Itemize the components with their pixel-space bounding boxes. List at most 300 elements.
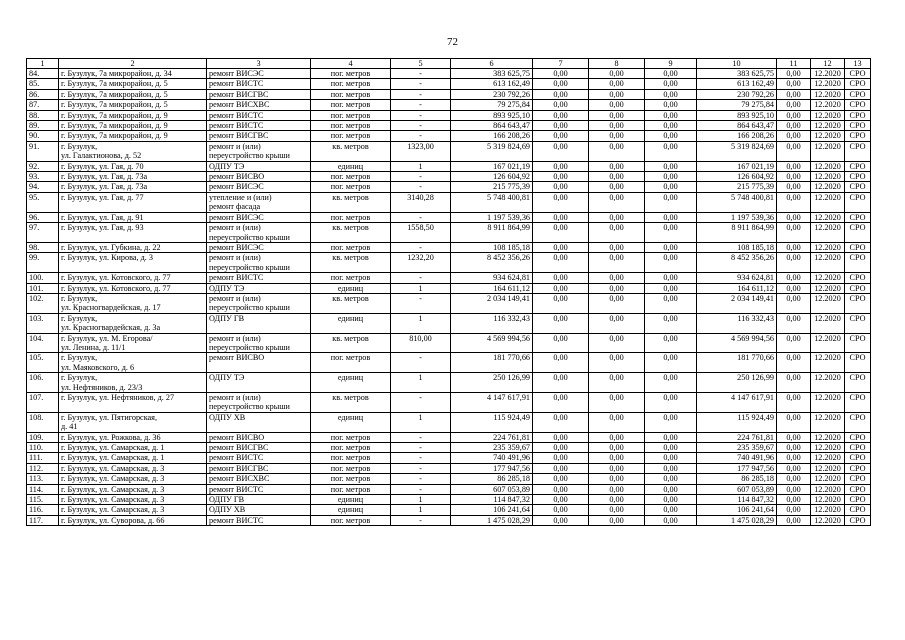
cell-completion-date: 12.2020 [811, 484, 845, 494]
cell-row-number: 112. [27, 463, 59, 473]
cell-quantity: - [391, 110, 451, 120]
cell-row-number: 86. [27, 89, 59, 99]
cell-row-number: 115. [27, 495, 59, 505]
cell-fund-other: 0,00 [777, 110, 811, 120]
table-row [27, 432, 871, 442]
cell-fund-regional: 0,00 [589, 172, 645, 182]
cell-fund-regional: 0,00 [589, 412, 645, 432]
cell-quantity: - [391, 432, 451, 442]
cell-quantity: 1 [391, 495, 451, 505]
cell-address: г. Бузулук, ул. Гая, д. 73а [59, 172, 207, 182]
cell-completion-date: 12.2020 [811, 273, 845, 283]
cell-fund-other: 0,00 [777, 161, 811, 171]
cell-total-cost: 114 847,32 [451, 495, 533, 505]
cell-fund-federal: 0,00 [533, 141, 589, 161]
cell-quantity: - [391, 474, 451, 484]
cell-fund-federal: 0,00 [533, 182, 589, 192]
cell-fund-regional: 0,00 [589, 484, 645, 494]
cell-unit: единиц [311, 373, 391, 393]
cell-total-cost: 893 925,10 [451, 110, 533, 120]
cell-fund-local: 0,00 [645, 141, 697, 161]
cell-total-cost: 116 332,43 [451, 313, 533, 333]
cell-address: г. Бузулук, ул. Маяковского, д. 6 [59, 353, 207, 373]
cell-fund-federal: 0,00 [533, 495, 589, 505]
cell-fund-owners: 114 847,32 [697, 495, 777, 505]
cell-quantity: - [391, 443, 451, 453]
cell-row-number: 90. [27, 131, 59, 141]
cell-total-cost: 126 604,92 [451, 172, 533, 182]
cell-fund-local: 0,00 [645, 212, 697, 222]
cell-fund-owners: 126 604,92 [697, 172, 777, 182]
cell-row-number: 102. [27, 293, 59, 313]
table-row [27, 505, 871, 515]
cell-fund-owners: 8 452 356,26 [697, 253, 777, 273]
cell-row-number: 100. [27, 273, 59, 283]
cell-total-cost: 215 775,39 [451, 182, 533, 192]
cell-fund-regional: 0,00 [589, 515, 645, 525]
cell-address: г. Бузулук, ул. Пятигорская, д. 41 [59, 412, 207, 432]
cell-work-type: ремонт ВИСЭС [207, 242, 311, 252]
cell-fund-owners: 2 034 149,41 [697, 293, 777, 313]
cell-address: г. Бузулук, ул. Гая, д. 91 [59, 212, 207, 222]
cell-fund-local: 0,00 [645, 313, 697, 333]
cell-row-number: 88. [27, 110, 59, 120]
cell-row-number: 87. [27, 100, 59, 110]
cell-fund-other: 0,00 [777, 242, 811, 252]
column-number-13: 13 [845, 59, 871, 69]
cell-funding-method: СРО [845, 283, 871, 293]
cell-row-number: 89. [27, 121, 59, 131]
cell-address: г. Бузулук, 7а микрорайон, д. 5 [59, 100, 207, 110]
cell-completion-date: 12.2020 [811, 89, 845, 99]
column-number-8: 8 [589, 59, 645, 69]
cell-fund-regional: 0,00 [589, 100, 645, 110]
cell-total-cost: 115 924,49 [451, 412, 533, 432]
cell-unit: кв. метров [311, 223, 391, 243]
cell-funding-method: СРО [845, 353, 871, 373]
cell-fund-other: 0,00 [777, 212, 811, 222]
cell-fund-other: 0,00 [777, 505, 811, 515]
cell-fund-local: 0,00 [645, 253, 697, 273]
cell-fund-local: 0,00 [645, 89, 697, 99]
table-row [27, 131, 871, 141]
cell-fund-other: 0,00 [777, 69, 811, 79]
cell-work-type: ремонт ВИСХВС [207, 100, 311, 110]
cell-work-type: утепление и (или) ремонт фасада [207, 192, 311, 212]
cell-funding-method: СРО [845, 443, 871, 453]
cell-fund-local: 0,00 [645, 273, 697, 283]
cell-unit: пог. метров [311, 182, 391, 192]
cell-address: г. Бузулук, ул. Самарская, д. 3 [59, 474, 207, 484]
cell-fund-regional: 0,00 [589, 432, 645, 442]
cell-row-number: 92. [27, 161, 59, 171]
cell-completion-date: 12.2020 [811, 313, 845, 333]
cell-fund-regional: 0,00 [589, 443, 645, 453]
cell-fund-federal: 0,00 [533, 192, 589, 212]
cell-work-type: ремонт ВИСГВС [207, 89, 311, 99]
cell-fund-federal: 0,00 [533, 242, 589, 252]
cell-address: г. Бузулук, 7а микрорайон, д. 9 [59, 110, 207, 120]
cell-funding-method: СРО [845, 161, 871, 171]
cell-unit: пог. метров [311, 89, 391, 99]
table-body [27, 69, 871, 526]
cell-fund-regional: 0,00 [589, 242, 645, 252]
column-number-3: 3 [207, 59, 311, 69]
cell-funding-method: СРО [845, 89, 871, 99]
cell-unit: пог. метров [311, 131, 391, 141]
cell-row-number: 84. [27, 69, 59, 79]
cell-fund-other: 0,00 [777, 79, 811, 89]
cell-total-cost: 164 611,12 [451, 283, 533, 293]
cell-address: г. Бузулук, ул. Самарская, д. 3 [59, 463, 207, 473]
cell-work-type: ремонт ВИСЭС [207, 212, 311, 222]
cell-fund-federal: 0,00 [533, 463, 589, 473]
column-number-7: 7 [533, 59, 589, 69]
cell-completion-date: 12.2020 [811, 79, 845, 89]
cell-funding-method: СРО [845, 110, 871, 120]
cell-fund-other: 0,00 [777, 273, 811, 283]
table-row [27, 253, 871, 273]
cell-quantity: - [391, 293, 451, 313]
table-row [27, 283, 871, 293]
cell-fund-owners: 230 792,26 [697, 89, 777, 99]
cell-work-type: ремонт ВИСТС [207, 273, 311, 283]
cell-fund-local: 0,00 [645, 515, 697, 525]
cell-quantity: 1 [391, 373, 451, 393]
cell-unit: пог. метров [311, 69, 391, 79]
cell-completion-date: 12.2020 [811, 110, 845, 120]
cell-fund-federal: 0,00 [533, 69, 589, 79]
table-row [27, 212, 871, 222]
cell-work-type: ремонт и (или) переустройство крыши [207, 293, 311, 313]
cell-funding-method: СРО [845, 474, 871, 484]
cell-fund-federal: 0,00 [533, 79, 589, 89]
cell-total-cost: 383 625,75 [451, 69, 533, 79]
table-row [27, 121, 871, 131]
table-row [27, 474, 871, 484]
cell-fund-regional: 0,00 [589, 89, 645, 99]
cell-completion-date: 12.2020 [811, 463, 845, 473]
cell-work-type: ОДПУ ГВ [207, 495, 311, 505]
cell-completion-date: 12.2020 [811, 432, 845, 442]
cell-fund-other: 0,00 [777, 253, 811, 273]
cell-fund-federal: 0,00 [533, 443, 589, 453]
cell-unit: пог. метров [311, 484, 391, 494]
cell-fund-owners: 613 162,49 [697, 79, 777, 89]
cell-fund-regional: 0,00 [589, 333, 645, 353]
column-number-1: 1 [27, 59, 59, 69]
cell-funding-method: СРО [845, 393, 871, 413]
cell-completion-date: 12.2020 [811, 333, 845, 353]
cell-funding-method: СРО [845, 293, 871, 313]
cell-fund-other: 0,00 [777, 495, 811, 505]
cell-work-type: ремонт ВИСГВС [207, 443, 311, 453]
cell-fund-federal: 0,00 [533, 273, 589, 283]
cell-fund-federal: 0,00 [533, 515, 589, 525]
cell-row-number: 113. [27, 474, 59, 484]
cell-fund-regional: 0,00 [589, 273, 645, 283]
table-row [27, 79, 871, 89]
cell-funding-method: СРО [845, 212, 871, 222]
cell-address: г. Бузулук, ул. Рожкова, д. 36 [59, 432, 207, 442]
cell-fund-local: 0,00 [645, 505, 697, 515]
table-row [27, 443, 871, 453]
cell-fund-owners: 166 208,26 [697, 131, 777, 141]
cell-fund-federal: 0,00 [533, 172, 589, 182]
cell-address: г. Бузулук, ул. Губкина, д. 22 [59, 242, 207, 252]
cell-total-cost: 5 748 400,81 [451, 192, 533, 212]
cell-completion-date: 12.2020 [811, 182, 845, 192]
cell-row-number: 110. [27, 443, 59, 453]
cell-row-number: 111. [27, 453, 59, 463]
cell-unit: пог. метров [311, 474, 391, 484]
cell-fund-regional: 0,00 [589, 393, 645, 413]
cell-work-type: ремонт ВИСТС [207, 484, 311, 494]
cell-total-cost: 4 147 617,91 [451, 393, 533, 413]
cell-fund-federal: 0,00 [533, 353, 589, 373]
cell-fund-regional: 0,00 [589, 121, 645, 131]
cell-funding-method: СРО [845, 253, 871, 273]
cell-fund-owners: 864 643,47 [697, 121, 777, 131]
cell-fund-other: 0,00 [777, 223, 811, 243]
cell-unit: кв. метров [311, 253, 391, 273]
cell-fund-local: 0,00 [645, 283, 697, 293]
cell-total-cost: 5 319 824,69 [451, 141, 533, 161]
cell-row-number: 116. [27, 505, 59, 515]
cell-fund-federal: 0,00 [533, 373, 589, 393]
cell-funding-method: СРО [845, 505, 871, 515]
cell-funding-method: СРО [845, 172, 871, 182]
cell-fund-federal: 0,00 [533, 333, 589, 353]
cell-row-number: 98. [27, 242, 59, 252]
cell-row-number: 91. [27, 141, 59, 161]
cell-unit: единиц [311, 313, 391, 333]
cell-completion-date: 12.2020 [811, 293, 845, 313]
cell-fund-other: 0,00 [777, 463, 811, 473]
cell-address: г. Бузулук, ул. Самарская, д. 1 [59, 443, 207, 453]
cell-fund-regional: 0,00 [589, 474, 645, 484]
table-row [27, 393, 871, 413]
cell-funding-method: СРО [845, 484, 871, 494]
cell-funding-method: СРО [845, 141, 871, 161]
cell-fund-other: 0,00 [777, 131, 811, 141]
cell-row-number: 97. [27, 223, 59, 243]
cell-unit: единиц [311, 412, 391, 432]
cell-quantity: - [391, 515, 451, 525]
cell-fund-owners: 79 275,84 [697, 100, 777, 110]
cell-fund-regional: 0,00 [589, 313, 645, 333]
table-row [27, 453, 871, 463]
cell-fund-regional: 0,00 [589, 463, 645, 473]
cell-address: г. Бузулук, ул. Красногвардейская, д. 3а [59, 313, 207, 333]
cell-work-type: ремонт ВИСВО [207, 432, 311, 442]
cell-total-cost: 2 034 149,41 [451, 293, 533, 313]
cell-unit: пог. метров [311, 242, 391, 252]
table-row [27, 141, 871, 161]
cell-completion-date: 12.2020 [811, 353, 845, 373]
cell-address: г. Бузулук, ул. Гая, д. 93 [59, 223, 207, 243]
cell-work-type: ремонт ВИСЭС [207, 69, 311, 79]
cell-funding-method: СРО [845, 432, 871, 442]
cell-fund-local: 0,00 [645, 131, 697, 141]
cell-unit: единиц [311, 283, 391, 293]
cell-fund-other: 0,00 [777, 293, 811, 313]
cell-fund-owners: 86 285,18 [697, 474, 777, 484]
cell-quantity: 1 [391, 161, 451, 171]
cell-funding-method: СРО [845, 515, 871, 525]
cell-unit: пог. метров [311, 432, 391, 442]
cell-fund-regional: 0,00 [589, 223, 645, 243]
cell-fund-regional: 0,00 [589, 495, 645, 505]
cell-fund-owners: 106 241,64 [697, 505, 777, 515]
cell-fund-local: 0,00 [645, 242, 697, 252]
table-row [27, 161, 871, 171]
cell-address: г. Бузулук, ул. Нефтяников, д. 27 [59, 393, 207, 413]
cell-address: г. Бузулук, 7а микрорайон, д. 9 [59, 121, 207, 131]
cell-address: г. Бузулук, 7а микрорайон, д. 34 [59, 69, 207, 79]
cell-fund-federal: 0,00 [533, 121, 589, 131]
cell-row-number: 114. [27, 484, 59, 494]
cell-fund-owners: 8 911 864,99 [697, 223, 777, 243]
cell-fund-regional: 0,00 [589, 161, 645, 171]
cell-fund-other: 0,00 [777, 121, 811, 131]
cell-funding-method: СРО [845, 69, 871, 79]
cell-fund-local: 0,00 [645, 373, 697, 393]
cell-fund-other: 0,00 [777, 283, 811, 293]
column-number-12: 12 [811, 59, 845, 69]
cell-work-type: ремонт ВИСХВС [207, 474, 311, 484]
cell-fund-local: 0,00 [645, 69, 697, 79]
cell-unit: пог. метров [311, 515, 391, 525]
cell-funding-method: СРО [845, 463, 871, 473]
cell-fund-other: 0,00 [777, 515, 811, 525]
cell-fund-federal: 0,00 [533, 393, 589, 413]
cell-work-type: ОДПУ ХВ [207, 505, 311, 515]
page-number: 72 [447, 36, 458, 48]
cell-quantity: - [391, 182, 451, 192]
cell-unit: кв. метров [311, 293, 391, 313]
cell-work-type: ОДПУ ТЭ [207, 373, 311, 393]
cell-work-type: ОДПУ ТЭ [207, 283, 311, 293]
cell-fund-federal: 0,00 [533, 131, 589, 141]
cell-fund-other: 0,00 [777, 100, 811, 110]
cell-funding-method: СРО [845, 192, 871, 212]
cell-completion-date: 12.2020 [811, 373, 845, 393]
cell-total-cost: 740 491,96 [451, 453, 533, 463]
cell-unit: единиц [311, 161, 391, 171]
cell-fund-other: 0,00 [777, 353, 811, 373]
cell-fund-local: 0,00 [645, 293, 697, 313]
cell-fund-owners: 893 925,10 [697, 110, 777, 120]
cell-fund-regional: 0,00 [589, 79, 645, 89]
cell-address: г. Бузулук, 7а микрорайон, д. 9 [59, 131, 207, 141]
cell-total-cost: 1 197 539,36 [451, 212, 533, 222]
cell-quantity: - [391, 353, 451, 373]
cell-completion-date: 12.2020 [811, 242, 845, 252]
cell-unit: кв. метров [311, 141, 391, 161]
cell-unit: кв. метров [311, 393, 391, 413]
cell-funding-method: СРО [845, 412, 871, 432]
cell-fund-regional: 0,00 [589, 353, 645, 373]
cell-fund-owners: 224 761,81 [697, 432, 777, 442]
cell-address: г. Бузулук, ул. Нефтяников, д. 23/3 [59, 373, 207, 393]
cell-quantity: 3140,28 [391, 192, 451, 212]
cell-quantity: 1 [391, 505, 451, 515]
cell-completion-date: 12.2020 [811, 443, 845, 453]
table-row [27, 412, 871, 432]
cell-fund-other: 0,00 [777, 412, 811, 432]
cell-completion-date: 12.2020 [811, 121, 845, 131]
cell-total-cost: 607 053,89 [451, 484, 533, 494]
cell-address: г. Бузулук, ул. М. Егорова/ ул. Ленина, д. 11/1 [59, 333, 207, 353]
cell-total-cost: 8 911 864,99 [451, 223, 533, 243]
table-row [27, 515, 871, 525]
cell-quantity: - [391, 273, 451, 283]
cell-fund-federal: 0,00 [533, 89, 589, 99]
cell-fund-other: 0,00 [777, 393, 811, 413]
cell-fund-other: 0,00 [777, 313, 811, 333]
cell-total-cost: 106 241,64 [451, 505, 533, 515]
cell-address: г. Бузулук, ул. Самарская, д. 3 [59, 495, 207, 505]
cell-fund-owners: 250 126,99 [697, 373, 777, 393]
cell-address: г. Бузулук, ул. Котовского, д. 77 [59, 283, 207, 293]
cell-row-number: 108. [27, 412, 59, 432]
cell-completion-date: 12.2020 [811, 412, 845, 432]
cell-fund-owners: 1 475 028,29 [697, 515, 777, 525]
cell-fund-federal: 0,00 [533, 474, 589, 484]
cell-quantity: - [391, 172, 451, 182]
cell-fund-federal: 0,00 [533, 110, 589, 120]
cell-fund-local: 0,00 [645, 484, 697, 494]
cell-unit: пог. метров [311, 353, 391, 373]
cell-fund-other: 0,00 [777, 192, 811, 212]
cell-fund-local: 0,00 [645, 192, 697, 212]
cell-funding-method: СРО [845, 313, 871, 333]
cell-address: г. Бузулук, ул. Гая, д. 77 [59, 192, 207, 212]
cell-fund-local: 0,00 [645, 100, 697, 110]
cell-total-cost: 250 126,99 [451, 373, 533, 393]
cell-quantity: 810,00 [391, 333, 451, 353]
cell-completion-date: 12.2020 [811, 505, 845, 515]
table-row [27, 172, 871, 182]
cell-unit: пог. метров [311, 212, 391, 222]
cell-fund-other: 0,00 [777, 474, 811, 484]
cell-fund-owners: 164 611,12 [697, 283, 777, 293]
table-row [27, 484, 871, 494]
cell-total-cost: 613 162,49 [451, 79, 533, 89]
table-row [27, 110, 871, 120]
cell-work-type: ремонт и (или) переустройство крыши [207, 141, 311, 161]
cell-address: г. Бузулук, ул. Красногвардейская, д. 17 [59, 293, 207, 313]
cell-fund-owners: 4 569 994,56 [697, 333, 777, 353]
cell-completion-date: 12.2020 [811, 453, 845, 463]
cell-fund-federal: 0,00 [533, 412, 589, 432]
cell-work-type: ремонт ВИСТС [207, 515, 311, 525]
cell-total-cost: 1 475 028,29 [451, 515, 533, 525]
table-row [27, 273, 871, 283]
cell-total-cost: 108 185,18 [451, 242, 533, 252]
cell-quantity: - [391, 393, 451, 413]
cell-fund-owners: 607 053,89 [697, 484, 777, 494]
cell-fund-federal: 0,00 [533, 212, 589, 222]
cell-work-type: ремонт ВИСТС [207, 79, 311, 89]
cell-work-type: ремонт ВИСТС [207, 121, 311, 131]
cell-address: г. Бузулук, ул. Самарская, д. 1 [59, 453, 207, 463]
table-row [27, 89, 871, 99]
cell-fund-local: 0,00 [645, 121, 697, 131]
cell-quantity: 1 [391, 313, 451, 333]
cell-quantity: - [391, 242, 451, 252]
